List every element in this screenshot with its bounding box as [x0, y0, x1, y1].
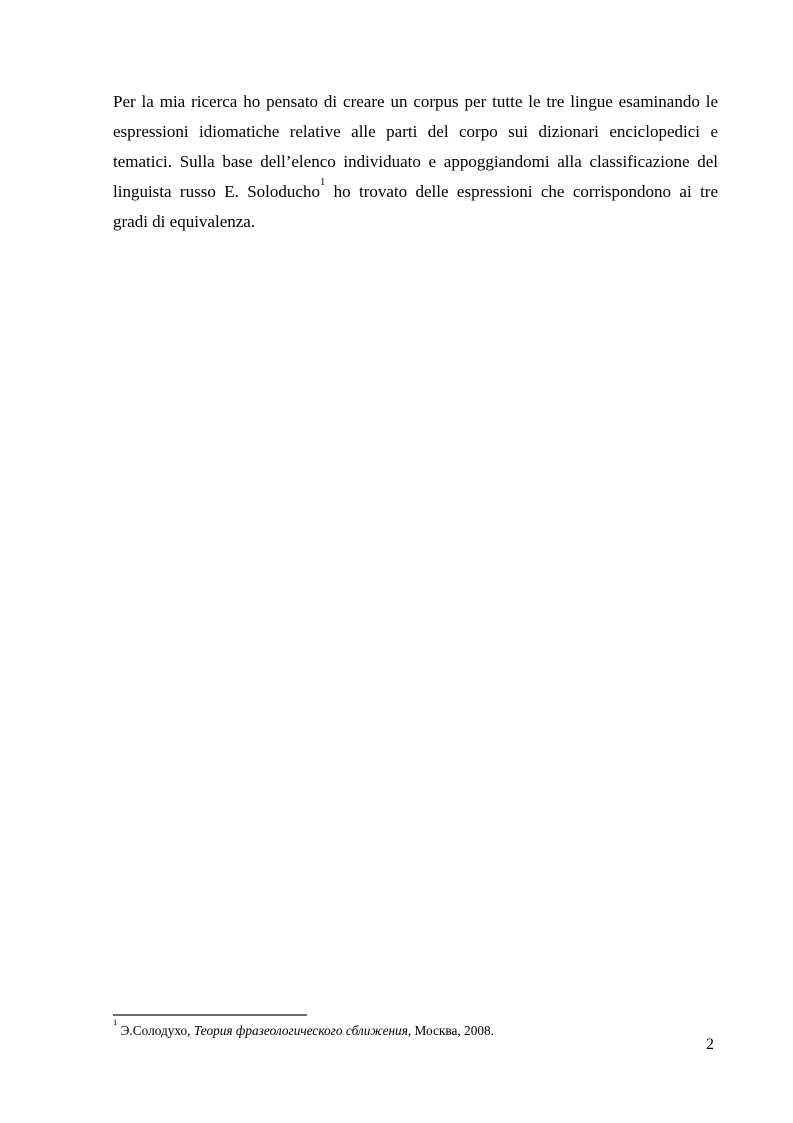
footnote-separator-rule	[113, 1014, 307, 1016]
footnote-tail: , Москва, 2008.	[407, 1023, 494, 1038]
footnote-reference-marker: 1	[319, 176, 326, 188]
paragraph-line: gradi di equivalenza.	[113, 212, 256, 231]
body-paragraph	[113, 87, 718, 237]
paragraph-line: tematici. Sulla base dell’elenco individuato e appoggiandomi alla classificazione del	[113, 152, 718, 171]
footnote-marker: 1	[113, 1017, 118, 1028]
line-text: linguista russo E. Soloducho	[113, 182, 320, 201]
paragraph-line: espressioni idiomatiche relative alle parti del corpo sui dizionari enciclopedici e	[113, 122, 718, 141]
line-text: ho trovato delle espressioni che corrispondono ai tre	[325, 182, 718, 201]
paragraph-line: Per la mia ricerca ho pensato di creare un corpus per tutte le tre lingue esaminando le	[113, 92, 718, 111]
page-number: 2	[706, 1036, 714, 1053]
footnote-author: Э.Солодухо,	[117, 1023, 194, 1038]
footnote-title-italic: Теория фразеологического сближения	[193, 1023, 408, 1038]
paragraph-line	[113, 177, 718, 207]
